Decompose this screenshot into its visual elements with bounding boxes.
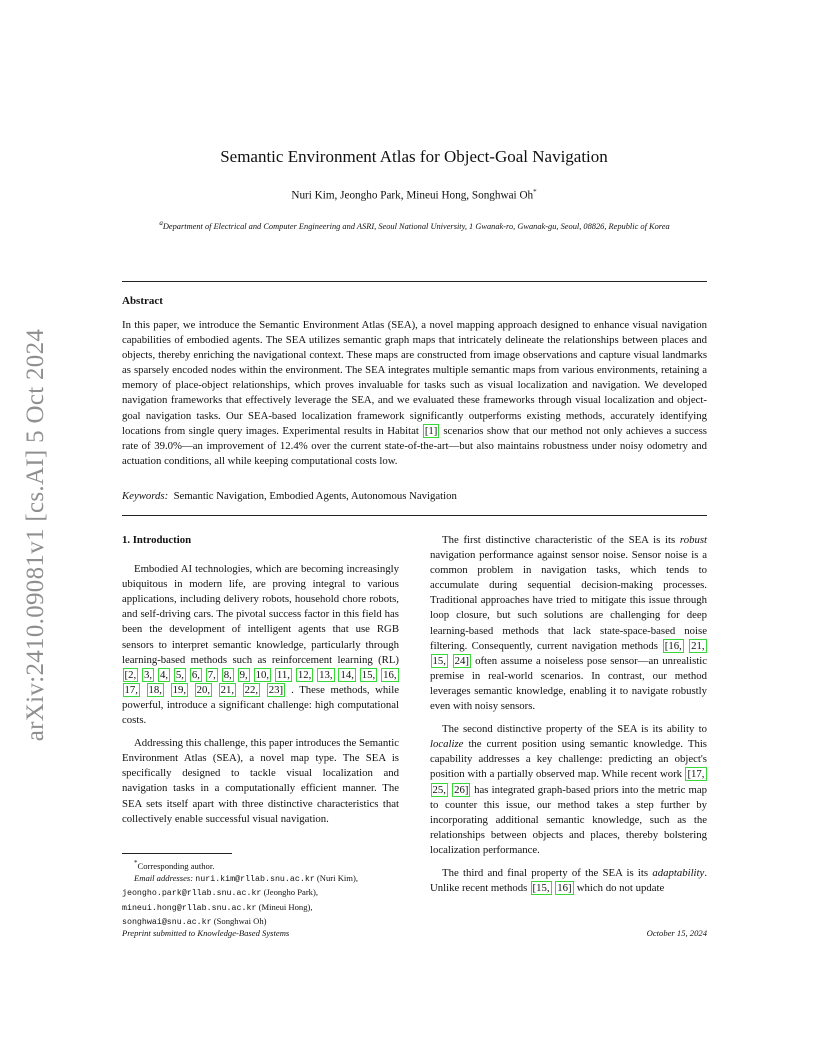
abstract-body — [122, 318, 707, 469]
citation-link[interactable]: 26] — [454, 783, 469, 796]
citation-link[interactable]: 21, — [220, 683, 235, 696]
citation-link[interactable]: 8, — [223, 668, 232, 681]
text-run: The third and final property of the SEA is its — [442, 866, 653, 879]
emphasis: robust — [679, 534, 707, 546]
citation-link[interactable]: 16, — [383, 668, 397, 681]
citation-link[interactable]: 25, — [432, 783, 446, 796]
email-owner: (Mineui Hong), — [256, 901, 313, 912]
citation-link[interactable]: [2, — [124, 668, 137, 681]
citation-link[interactable]: 6, — [191, 668, 200, 681]
citation-link[interactable]: 13, — [319, 668, 333, 681]
citation-link[interactable]: 24] — [454, 654, 469, 667]
citation-link[interactable]: 14, — [340, 668, 354, 681]
left-column — [122, 533, 399, 835]
citation-link[interactable]: 7, — [207, 668, 216, 681]
keywords-text: Semantic Navigation, Embodied Agents, Autonomous Navigation — [173, 490, 457, 502]
citation-link[interactable]: 15, — [361, 668, 376, 681]
text-run: . These methods, while powerful, introduce a significant challenge: high computational costs. — [122, 683, 400, 727]
intro-paragraph-3 — [430, 533, 707, 714]
citation-link[interactable]: 22, — [244, 683, 259, 696]
affiliation — [122, 217, 707, 233]
abstract-heading: Abstract — [122, 295, 163, 307]
citation-link[interactable]: 19, — [172, 683, 186, 696]
text-run: The first distinctive characteristic of the SEA is its — [442, 534, 680, 546]
citation-link[interactable]: [1] — [424, 424, 438, 437]
paper-title: Semantic Environment Atlas for Object-Goal Navigation — [220, 147, 608, 166]
citation-link[interactable]: 4, — [159, 668, 169, 681]
text-run: The second distinctive property of the SEA is its ability to — [442, 723, 707, 736]
footnote-rule — [122, 853, 232, 854]
email-addresses — [122, 872, 399, 929]
footnote-mark: * — [134, 859, 138, 867]
citation-link[interactable]: 11, — [276, 668, 290, 681]
right-column — [430, 533, 707, 904]
arxiv-identifier: arXiv:2410.09081v1 [cs.AI] 5 Oct 2024 — [22, 328, 49, 742]
intro-paragraph-1 — [122, 562, 399, 728]
citation-link[interactable]: 18, — [148, 683, 162, 696]
emphasis: localize — [430, 738, 464, 751]
citation-link[interactable]: 17, — [124, 683, 138, 696]
citation-group-5 — [530, 882, 577, 894]
email-link[interactable]: nuri.kim@rllab.snu.ac.kr — [195, 875, 315, 885]
arxiv-sidebar — [20, 328, 52, 742]
citation-link[interactable]: 23] — [268, 683, 284, 696]
affiliation-mark: a — [159, 219, 163, 227]
text-run: Embodied AI technologies, which are becoming increasingly ubiquitous in modern life, are proving integral to various applications, including delivery robots, household chore robots, and self-driving cars. The pivotal success factor in this field has been the development of intelligent agents that use RGB sensors to interpret semantic knowledge, particularly through learning-based methods such as reinforcement learning (RL) — [122, 563, 399, 666]
footnote — [122, 857, 399, 929]
citation-link[interactable]: 5, — [175, 668, 184, 681]
mid-rule — [122, 515, 707, 516]
email-link[interactable]: songhwai@snu.ac.kr — [122, 918, 212, 928]
citation-link[interactable]: 9, — [239, 668, 248, 681]
text-run: which do not update — [576, 882, 665, 895]
footer-journal: Preprint submitted to Knowledge-Based Systems — [122, 928, 290, 938]
footer-date: October 15, 2024 — [646, 928, 707, 938]
citation-link[interactable]: [15, — [532, 882, 550, 895]
intro-paragraph-4 — [430, 722, 707, 858]
intro-paragraph-5 — [430, 866, 707, 896]
email-owner: (Songhwai Oh) — [211, 916, 267, 927]
affiliation-text: Department of Electrical and Computer Engineering and ASRI, Seoul National University, 1 Gwanak-ro, Gwanak-gu, Seoul, 08826, Republic of Korea — [162, 221, 670, 231]
text-run: . Unlike recent methods — [430, 866, 707, 895]
email-link[interactable]: mineui.hong@rllab.snu.ac.kr — [122, 903, 257, 913]
citation-link[interactable]: 20, — [196, 683, 211, 696]
keywords — [122, 490, 457, 502]
citation-link[interactable]: 21, — [691, 639, 705, 652]
keywords-label: Keywords: — [122, 490, 169, 502]
abstract-text-b: scenarios show that our method not only achieves a success rate of 39.0%—an improvement of 12.4% over the current state-of-the-art—but also maintains robustness under noisy odometry and actuation conditions, all while keeping computational costs low. — [122, 424, 707, 467]
email-owner: (Jeongho Park), — [261, 887, 318, 898]
email-label: Email addresses: — [134, 873, 194, 884]
abstract-text-a: In this paper, we introduce the Semantic Environment Atlas (SEA), a novel mapping approach designed to enhance visual navigation capabilities of embodied agents. The SEA utilizes semantic graph maps that intricately delineate the relationships between places and objects, thereby enriching the navigational context. These maps are constructed from image observations and capture visual landmarks as sparsely encoded nodes within the environment. The SEA integrates multiple semantic maps from various environments, retaining a memory of place-object relationships, which proves invaluable for tasks such as visual localization and navigation. We developed navigation frameworks that effectively leverage the SEA, and we evaluated these frameworks through visual localization and object-goal navigation tasks. Our SEA-based localization framework significantly outperforms existing methods, accurately identifying locations from single query images. Experimental results in Habitat — [122, 319, 707, 437]
emphasis: adaptability — [652, 866, 705, 879]
citation-link[interactable]: 10, — [255, 668, 270, 681]
text-run: often assume a noiseless pose sensor—an unrealistic premise in real-world scenarios. In contrast, our method leverages semantic knowledge, enabling it to navigate robustly even with noisy sensors. — [430, 654, 708, 713]
section-heading: 1. Introduction — [122, 534, 192, 546]
citation-link[interactable]: 15, — [432, 654, 446, 667]
citation-link[interactable]: [16, — [664, 639, 682, 652]
text-run: navigation performance against sensor noise. Sensor noise is a common problem in navigation tasks, which tends to accumulate during sequential decision-making processes. Traditional approaches have tried to mitigate this issue through loop closure, but such solutions are challenging for deep learning-based methods that lack state-space-based noise filtering. Consequently, current navigation methods — [430, 549, 707, 652]
citation-link[interactable]: 16] — [557, 882, 572, 895]
authors-text: Nuri Kim, Jeongho Park, Mineui Hong, Songhwai Oh — [291, 189, 534, 202]
intro-paragraph-2: Addressing this challenge, this paper introduces the Semantic Environment Atlas (SEA), a novel map type. The SEA is specifically designed to tackle visual localization and navigation tasks in a computationally efficient manner. The SEA sets itself apart with three distinctive characteristics that collectively enable successful visual navigation. — [122, 737, 399, 825]
author-list — [0, 188, 828, 202]
citation-link[interactable]: 12, — [297, 668, 312, 681]
email-owner: (Nuri Kim), — [314, 873, 358, 884]
citation-link[interactable]: [17, — [687, 768, 705, 781]
top-rule — [122, 281, 707, 282]
corresponding-mark: * — [533, 188, 537, 196]
email-link[interactable]: jeongho.park@rllab.snu.ac.kr — [122, 889, 262, 899]
text-run: the current position using semantic knowledge. This capability addresses a key challenge: predicting an object's position with a partially observed map. While recent work — [430, 738, 707, 781]
citation-link[interactable]: 3, — [144, 668, 153, 681]
corresponding-note: Corresponding author. — [137, 860, 215, 871]
text-run: has integrated graph-based priors into the metric map to counter this issue, our method takes a step further by incorporating additional semantic knowledge, such as the relationships between objects and places, thereby bolstering localization performance. — [430, 783, 708, 856]
